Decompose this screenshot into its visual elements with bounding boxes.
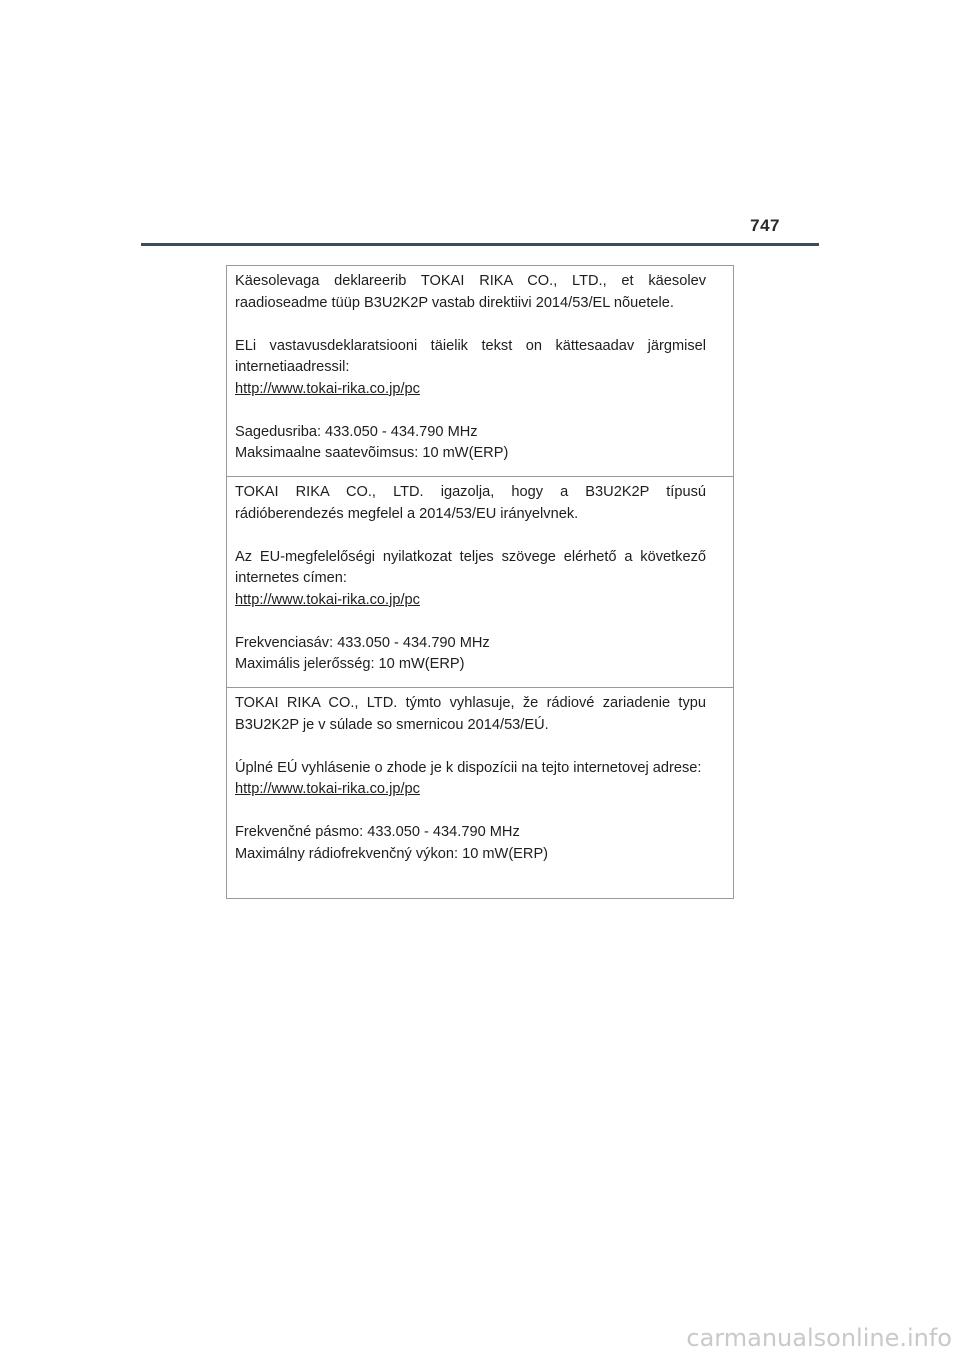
- declaration-link[interactable]: http://www.tokai-rika.co.jp/pc: [235, 781, 420, 797]
- declaration-statement: Käesolevaga deklareerib TOKAI RIKA CO., LTD., et käesolev raadioseadme tüüp B3U2K2P vastab direktiivi 2014/53/EL nõuetele.: [235, 273, 706, 311]
- declaration-text-availability: ELi vastavusdeklaratsiooni täielik tekst on kättesaadav järgmisel internetiaadressil:: [235, 337, 706, 375]
- declaration-link[interactable]: http://www.tokai-rika.co.jp/pc: [235, 591, 420, 608]
- declaration-table: [226, 265, 734, 899]
- frequency-band: Frekvenčné pásmo: 433.050 - 434.790 MHz: [235, 824, 520, 840]
- declaration-slovak: [227, 688, 733, 898]
- declaration-statement: TOKAI RIKA CO., LTD. týmto vyhlasuje, že rádiové zariadenie typu B3U2K2P je v súlade so smernicou 2014/53/EÚ.: [235, 695, 706, 733]
- declaration-link[interactable]: http://www.tokai-rika.co.jp/pc: [235, 380, 420, 397]
- declaration-hungarian: [227, 477, 733, 688]
- frequency-band: Sagedusriba: 433.050 - 434.790 MHz: [235, 423, 478, 440]
- declaration-statement: TOKAI RIKA CO., LTD. igazolja, hogy a B3U2K2P típusú rádióberendezés megfelel a 2014/53/EU irányelvnek.: [235, 484, 706, 522]
- declaration-text-availability: Az EU-megfelelőségi nyilatkozat teljes szövege elérhető a következő internetes címen:: [235, 548, 706, 586]
- max-power: Maximális jelerősség: 10 mW(ERP): [235, 656, 465, 672]
- header-rule: [141, 243, 819, 246]
- page-number: 747: [750, 216, 780, 235]
- declaration-estonian: [227, 266, 733, 477]
- max-power: Maximálny rádiofrekvenčný výkon: 10 mW(ERP): [235, 845, 549, 862]
- watermark: carmanualsonline.info: [686, 1324, 952, 1352]
- declaration-text-availability: Úplné EÚ vyhlásenie o zhode je k dispozícii na tejto internetovej adrese:: [235, 759, 702, 776]
- frequency-band: Frekvenciasáv: 433.050 - 434.790 MHz: [235, 634, 490, 651]
- max-power: Maksimaalne saatevõimsus: 10 mW(ERP): [235, 445, 509, 461]
